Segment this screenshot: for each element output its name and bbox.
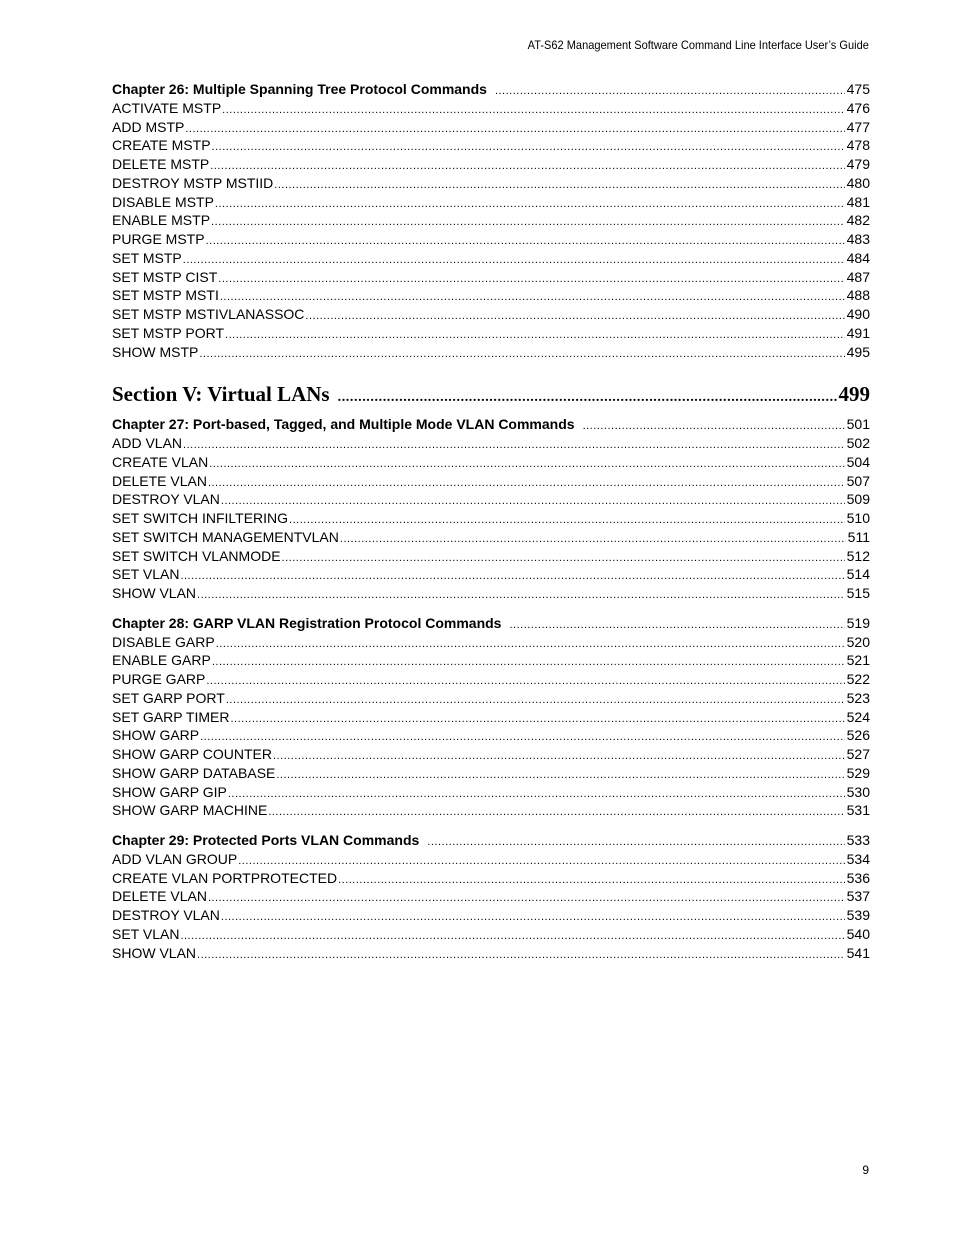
dot-leader bbox=[427, 833, 844, 852]
dot-leader bbox=[211, 213, 845, 232]
dot-leader bbox=[210, 157, 844, 176]
entry-label: PURGE GARP bbox=[112, 671, 206, 687]
dot-leader bbox=[222, 101, 844, 120]
toc-entry[interactable] bbox=[112, 670, 870, 689]
dot-leader bbox=[183, 436, 845, 455]
dot-leader bbox=[221, 492, 845, 511]
entry-label: SET VLAN bbox=[112, 566, 180, 583]
entry-label: DESTROY MSTP MSTIID bbox=[112, 174, 274, 191]
toc-entry[interactable] bbox=[112, 324, 870, 343]
entry-label: SET SWITCH VLANMODE bbox=[112, 547, 281, 564]
toc-entry[interactable] bbox=[112, 528, 870, 547]
dot-leader bbox=[583, 417, 845, 436]
toc-entry[interactable] bbox=[112, 584, 870, 603]
dot-leader bbox=[276, 766, 844, 785]
toc-entry[interactable] bbox=[112, 118, 870, 137]
entry-label: SHOW GARP bbox=[112, 727, 200, 744]
toc-entry[interactable] bbox=[112, 305, 870, 324]
running-header: AT-S62 Management Software Command Line Interface User’s Guide bbox=[527, 38, 869, 52]
entry-page: 483 bbox=[846, 231, 870, 247]
page-number: 9 bbox=[862, 1163, 869, 1177]
chapter-page: 501 bbox=[846, 416, 870, 433]
dot-leader bbox=[340, 530, 846, 549]
entry-page: 502 bbox=[846, 435, 870, 451]
dot-leader bbox=[338, 381, 837, 415]
toc-entry[interactable] bbox=[112, 343, 870, 362]
entry-page: 511 bbox=[847, 528, 870, 545]
toc-entry[interactable] bbox=[112, 249, 870, 268]
chapter-page: 475 bbox=[846, 81, 870, 97]
dot-leader bbox=[289, 511, 845, 530]
entry-label: SET MSTP bbox=[112, 249, 182, 266]
toc-entry[interactable] bbox=[112, 286, 870, 305]
toc-entry[interactable] bbox=[112, 230, 870, 249]
chapter-title: Chapter 29: Protected Ports VLAN Commands bbox=[112, 832, 420, 848]
section-title: Section V: Virtual LANs bbox=[112, 382, 330, 407]
entry-page: 478 bbox=[846, 137, 870, 154]
entry-page: 540 bbox=[846, 925, 870, 942]
entry-page: 529 bbox=[846, 764, 870, 781]
entry-label: DESTROY VLAN bbox=[112, 491, 220, 508]
dot-leader bbox=[495, 82, 845, 101]
entry-label: SET MSTP CIST bbox=[112, 268, 218, 285]
chapter-title: Chapter 26: Multiple Spanning Tree Protocol Commands bbox=[112, 81, 487, 97]
entry-label: ENABLE GARP bbox=[112, 652, 211, 669]
dot-leader bbox=[208, 474, 845, 493]
entry-page: 530 bbox=[846, 783, 870, 800]
entry-page: 504 bbox=[846, 453, 870, 470]
entry-label: SET SWITCH INFILTERING bbox=[112, 510, 289, 526]
dot-leader bbox=[225, 326, 845, 345]
entry-page: 541 bbox=[846, 944, 870, 961]
toc-entry[interactable] bbox=[112, 174, 870, 193]
entry-page: 484 bbox=[846, 249, 870, 266]
entry-page: 526 bbox=[846, 727, 870, 744]
entry-page: 536 bbox=[846, 869, 870, 886]
dot-leader bbox=[180, 927, 844, 946]
toc-entry[interactable] bbox=[112, 745, 870, 764]
entry-page: 520 bbox=[846, 633, 870, 650]
entry-label: ENABLE MSTP bbox=[112, 212, 211, 229]
toc-entry[interactable] bbox=[112, 887, 870, 906]
entry-label: DISABLE MSTP bbox=[112, 193, 214, 210]
toc-entry[interactable] bbox=[112, 651, 870, 670]
entry-label: SHOW MSTP bbox=[112, 343, 199, 360]
dot-leader bbox=[199, 345, 844, 364]
entry-page: 524 bbox=[846, 708, 870, 725]
section-page: 499 bbox=[838, 382, 870, 407]
entry-page: 531 bbox=[846, 802, 870, 819]
dot-leader bbox=[183, 251, 845, 270]
dot-leader bbox=[228, 785, 845, 804]
entry-label: DISABLE GARP bbox=[112, 633, 215, 650]
toc-entry[interactable] bbox=[112, 453, 870, 472]
dot-leader bbox=[208, 889, 845, 908]
entry-label: SHOW VLAN bbox=[112, 944, 197, 961]
toc-entry[interactable] bbox=[112, 869, 870, 888]
toc-entry[interactable] bbox=[112, 783, 870, 802]
entry-page: 527 bbox=[846, 746, 870, 762]
entry-page: 507 bbox=[846, 472, 870, 489]
entry-page: 523 bbox=[846, 689, 870, 706]
chapter-page: 533 bbox=[846, 832, 870, 848]
dot-leader bbox=[206, 672, 844, 691]
entry-page: 509 bbox=[846, 491, 870, 508]
dot-leader bbox=[197, 586, 845, 605]
entry-label: SET MSTP MSTI bbox=[112, 287, 219, 304]
toc-entry[interactable] bbox=[112, 925, 870, 944]
entry-page: 514 bbox=[846, 566, 870, 583]
entry-page: 495 bbox=[846, 343, 870, 360]
entry-label: ADD MSTP bbox=[112, 118, 185, 135]
toc-entry[interactable] bbox=[112, 99, 870, 118]
dot-leader bbox=[273, 747, 845, 766]
entry-page: 488 bbox=[846, 287, 870, 304]
entry-page: 512 bbox=[846, 547, 870, 564]
toc-entry[interactable] bbox=[112, 434, 870, 453]
entry-label: DELETE MSTP bbox=[112, 156, 210, 172]
toc-entry[interactable] bbox=[112, 490, 870, 509]
entry-label: SHOW GARP COUNTER bbox=[112, 746, 272, 762]
entry-label: SHOW GARP MACHINE bbox=[112, 802, 268, 819]
table-of-contents bbox=[112, 80, 870, 973]
entry-label: ADD VLAN bbox=[112, 435, 183, 451]
toc-entry[interactable] bbox=[112, 944, 870, 963]
dot-leader bbox=[274, 176, 844, 195]
dot-leader bbox=[212, 138, 845, 157]
dot-leader bbox=[212, 653, 845, 672]
chapter-29-block bbox=[112, 831, 870, 962]
entry-page: 490 bbox=[846, 306, 870, 322]
toc-chapter-28[interactable] bbox=[112, 614, 870, 633]
chapter-27-block bbox=[112, 415, 870, 603]
dot-leader bbox=[197, 946, 845, 965]
entry-label: SET MSTP MSTIVLANASSOC bbox=[112, 306, 305, 322]
entry-label: SHOW GARP GIP bbox=[112, 783, 227, 800]
dot-leader bbox=[185, 120, 844, 139]
entry-label: DELETE VLAN bbox=[112, 472, 207, 489]
entry-page: 515 bbox=[846, 585, 870, 601]
dot-leader bbox=[200, 728, 845, 747]
dot-leader bbox=[268, 803, 844, 822]
entry-page: 481 bbox=[846, 193, 870, 210]
toc-entry[interactable] bbox=[112, 193, 870, 212]
dot-leader bbox=[221, 908, 845, 927]
entry-label: DESTROY VLAN bbox=[112, 907, 220, 923]
entry-label: SET GARP PORT bbox=[112, 689, 225, 706]
entry-label: PURGE MSTP bbox=[112, 231, 205, 247]
toc-chapter-27[interactable] bbox=[112, 415, 870, 434]
entry-page: 521 bbox=[846, 652, 870, 669]
entry-label: ADD VLAN GROUP bbox=[112, 850, 238, 867]
toc-entry[interactable] bbox=[112, 509, 870, 528]
toc-entry[interactable] bbox=[112, 565, 870, 584]
toc-entry[interactable] bbox=[112, 689, 870, 708]
entry-label: ACTIVATE MSTP bbox=[112, 99, 222, 116]
dot-leader bbox=[218, 270, 844, 289]
entry-label: CREATE VLAN bbox=[112, 453, 209, 470]
dot-leader bbox=[220, 288, 845, 307]
dot-leader bbox=[282, 549, 845, 568]
toc-entry[interactable] bbox=[112, 850, 870, 869]
entry-label: DELETE VLAN bbox=[112, 888, 207, 905]
toc-entry[interactable] bbox=[112, 136, 870, 155]
chapter-28-block bbox=[112, 614, 870, 820]
entry-label: SHOW GARP DATABASE bbox=[112, 764, 276, 781]
toc-entry[interactable] bbox=[112, 547, 870, 566]
entry-page: 491 bbox=[846, 324, 870, 341]
entry-page: 479 bbox=[846, 156, 870, 172]
entry-page: 476 bbox=[846, 99, 870, 116]
chapter-26-block bbox=[112, 80, 870, 361]
entry-page: 510 bbox=[846, 510, 870, 526]
entry-label: SET SWITCH MANAGEMENTVLAN bbox=[112, 528, 339, 545]
toc-entry[interactable] bbox=[112, 633, 870, 652]
chapter-title: Chapter 27: Port-based, Tagged, and Multiple Mode VLAN Commands bbox=[112, 416, 575, 433]
dot-leader bbox=[226, 691, 845, 710]
entry-page: 480 bbox=[846, 174, 870, 191]
entry-label: SHOW VLAN bbox=[112, 585, 197, 601]
entry-page: 522 bbox=[846, 671, 870, 687]
toc-entry[interactable] bbox=[112, 472, 870, 491]
toc-entry[interactable] bbox=[112, 708, 870, 727]
toc-entry[interactable] bbox=[112, 268, 870, 287]
toc-entry[interactable] bbox=[112, 764, 870, 783]
dot-leader bbox=[338, 871, 845, 890]
chapter-title: Chapter 28: GARP VLAN Registration Protocol Commands bbox=[112, 614, 502, 631]
dot-leader bbox=[509, 616, 844, 635]
entry-label: CREATE MSTP bbox=[112, 137, 211, 154]
entry-page: 539 bbox=[846, 907, 870, 923]
dot-leader bbox=[209, 455, 844, 474]
toc-chapter-26[interactable] bbox=[112, 80, 870, 99]
entry-page: 477 bbox=[846, 118, 870, 135]
toc-entry[interactable] bbox=[112, 211, 870, 230]
dot-leader bbox=[215, 195, 845, 214]
toc-entry[interactable] bbox=[112, 801, 870, 820]
entry-page: 537 bbox=[846, 888, 870, 905]
entry-page: 534 bbox=[846, 850, 870, 867]
entry-page: 487 bbox=[846, 268, 870, 285]
toc-chapter-29[interactable] bbox=[112, 831, 870, 850]
dot-leader bbox=[230, 710, 844, 729]
toc-section-v[interactable] bbox=[112, 377, 870, 411]
entry-label: SET MSTP PORT bbox=[112, 324, 225, 341]
entry-label: SET VLAN bbox=[112, 925, 180, 942]
toc-entry[interactable] bbox=[112, 726, 870, 745]
entry-label: CREATE VLAN PORTPROTECTED bbox=[112, 869, 338, 886]
dot-leader bbox=[305, 307, 844, 326]
dot-leader bbox=[216, 635, 845, 654]
toc-entry[interactable] bbox=[112, 155, 870, 174]
dot-leader bbox=[180, 567, 844, 586]
entry-label: SET GARP TIMER bbox=[112, 708, 230, 725]
entry-page: 482 bbox=[846, 212, 870, 229]
chapter-page: 519 bbox=[846, 614, 870, 631]
toc-entry[interactable] bbox=[112, 906, 870, 925]
dot-leader bbox=[206, 232, 845, 251]
